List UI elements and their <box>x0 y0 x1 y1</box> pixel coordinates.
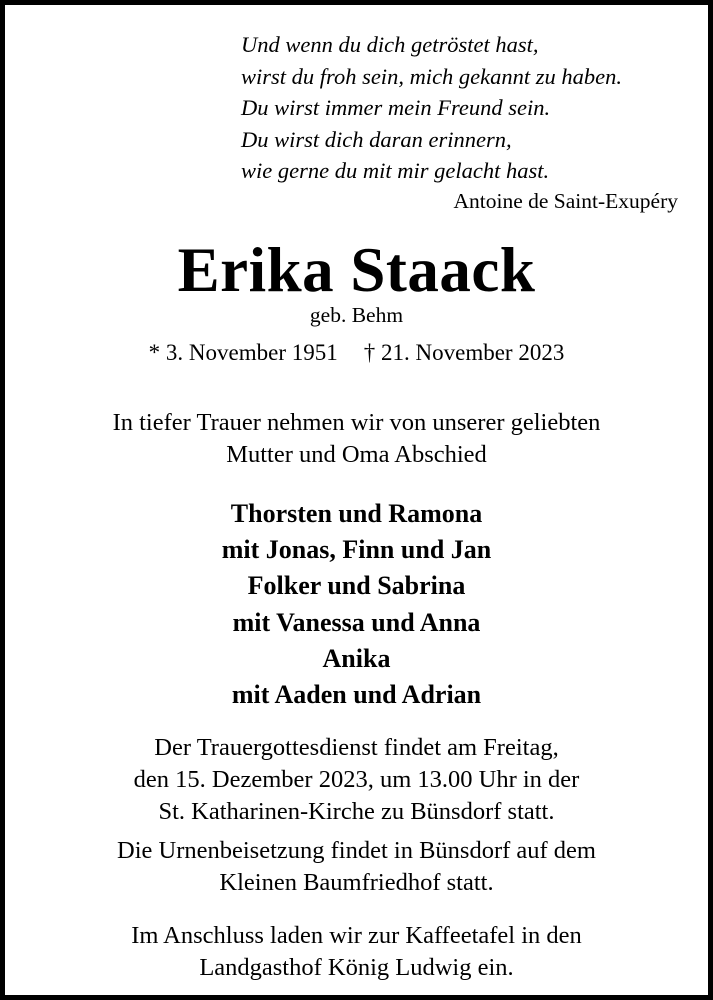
text-line: den 15. Dezember 2023, um 13.00 Uhr in der <box>133 766 580 793</box>
mourning-text <box>5 407 708 471</box>
service-info <box>5 732 708 828</box>
deceased-name: Erika Staack <box>177 235 536 305</box>
poem-line: wie gerne du mit mir gelacht hast. <box>241 158 550 183</box>
family-list <box>5 496 708 713</box>
text-line: Der Trauergottesdienst findet am Freitag, <box>154 734 559 761</box>
text-line: Im Anschluss laden wir zur Kaffeetafel in den <box>131 922 582 949</box>
family-line: mit Jonas, Finn und Jan <box>221 535 492 565</box>
text-line: Landgasthof König Ludwig ein. <box>199 954 514 981</box>
text-line: In tiefer Trauer nehmen wir von unserer geliebten <box>112 409 601 436</box>
poem <box>241 29 622 187</box>
birth-date: * 3. November 1951 <box>148 340 338 365</box>
text-line: Die Urnenbeisetzung findet in Bünsdorf auf dem <box>117 837 596 864</box>
poem-line: Und wenn du dich getröstet hast, <box>241 32 539 57</box>
death-date: † 21. November 2023 <box>363 340 565 365</box>
poem-author: Antoine de Saint-Exupéry <box>453 189 678 213</box>
family-line: mit Aaden und Adrian <box>231 680 482 710</box>
urn-burial-info <box>5 835 708 899</box>
life-dates <box>5 340 708 366</box>
poem-line: Du wirst dich daran erinnern, <box>241 126 512 152</box>
text-line: St. Katharinen-Kirche zu Bünsdorf statt. <box>158 798 555 825</box>
maiden-name: geb. Behm <box>309 303 404 327</box>
text-line: Kleinen Baumfriedhof statt. <box>219 869 494 896</box>
text-line: Mutter und Oma Abschied <box>226 441 487 468</box>
family-line: Folker und Sabrina <box>247 571 466 601</box>
poem-line: wirst du froh sein, mich gekannt zu haben. <box>241 63 623 89</box>
poem-line: Du wirst immer mein Freund sein. <box>241 95 551 120</box>
family-line: Thorsten und Ramona <box>230 499 483 528</box>
reception-info <box>5 920 708 984</box>
family-line: Anika <box>322 643 391 673</box>
family-line: mit Vanessa und Anna <box>232 607 481 637</box>
